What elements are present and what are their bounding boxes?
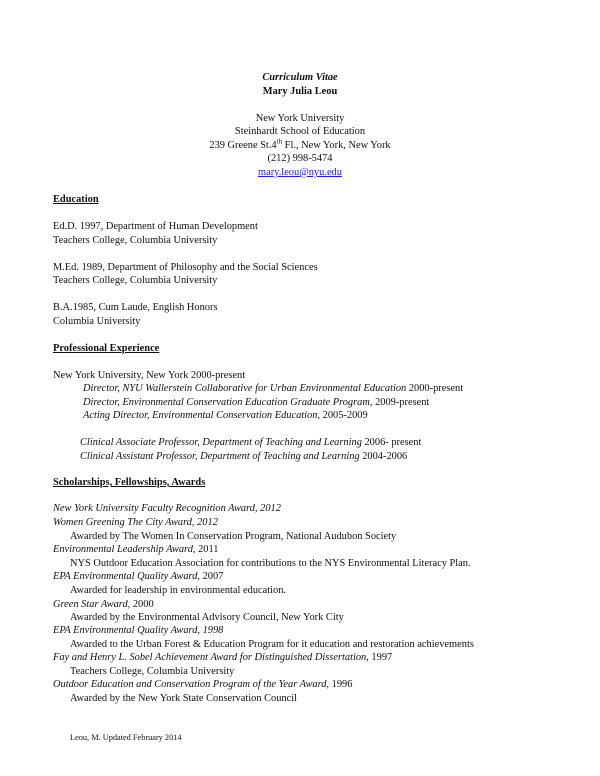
award-title-line bbox=[53, 598, 154, 612]
award-year: 2000 bbox=[130, 599, 154, 610]
education-degree: Ed.D. 1997, Department of Human Development bbox=[53, 221, 258, 232]
award-note: Teachers College, Columbia University bbox=[70, 666, 235, 677]
education-institution: Teachers College, Columbia University bbox=[53, 275, 218, 286]
person-name: Mary Julia Leou bbox=[262, 86, 338, 97]
address-street: 239 Greene St.4 bbox=[209, 140, 277, 151]
award-title: Fay and Henry L. Sobel Achievement Award for Distinguished Dissertation, bbox=[53, 652, 369, 663]
award-note: Awarded by The Women In Conservation Program, National Audubon Society bbox=[70, 531, 397, 542]
role-title: Acting Director, Environmental Conservation Education bbox=[83, 410, 318, 421]
award-title-line bbox=[53, 624, 223, 638]
awards-heading: Scholarships, Fellowships, Awards bbox=[53, 477, 206, 488]
role-dates: 2004-2006 bbox=[359, 451, 408, 462]
education-degree: M.Ed. 1989, Department of Philosophy and the Social Sciences bbox=[53, 262, 318, 273]
award-note: Awarded for leadership in environmental education. bbox=[70, 585, 287, 596]
award-year: 1997 bbox=[368, 652, 393, 663]
award-note: NYS Outdoor Education Association for contributions to the NYS Environmental Literacy Plan. bbox=[70, 558, 471, 569]
role-line bbox=[80, 450, 407, 464]
address bbox=[0, 139, 600, 153]
role-title: Clinical Assistant Professor, Department of Teaching and Learning bbox=[80, 451, 360, 462]
award-title-line bbox=[53, 651, 392, 665]
award-title: Environmental Leadership Award, bbox=[53, 544, 196, 555]
address-floor-suffix: th bbox=[276, 137, 283, 146]
award-title-line bbox=[53, 570, 223, 584]
role-line bbox=[80, 436, 421, 450]
award-year: 2011 bbox=[195, 544, 219, 555]
award-note: Awarded to the Urban Forest & Education Program for it education and restoration achievements bbox=[70, 639, 474, 650]
role-title: Director, NYU Wallerstein Collaborative for Urban Environmental Education bbox=[83, 383, 407, 394]
award-note: Awarded by the New York State Conservation Council bbox=[70, 693, 298, 704]
award-title: Women Greening The City Award, 2012 bbox=[53, 517, 218, 528]
role-dates: 2006- present bbox=[361, 437, 422, 448]
education-institution: Columbia University bbox=[53, 316, 141, 327]
award-title: Green Star Award, bbox=[53, 599, 131, 610]
experience-heading: Professional Experience bbox=[53, 343, 160, 354]
award-title-line bbox=[53, 516, 218, 530]
phone-number: (212) 998-5474 bbox=[267, 153, 333, 164]
email-link[interactable]: mary.leou@nyu.edu bbox=[258, 167, 342, 178]
education-heading: Education bbox=[53, 194, 99, 205]
role-dates: , 2005-2009 bbox=[317, 410, 368, 421]
award-title-line bbox=[53, 678, 352, 692]
role-line bbox=[83, 382, 463, 396]
award-year: 1996 bbox=[329, 679, 353, 690]
education-institution: Teachers College, Columbia University bbox=[53, 235, 218, 246]
award-title: EPA Environmental Quality Award, 1998 bbox=[53, 625, 224, 636]
award-year: 2007 bbox=[200, 571, 224, 582]
award-title: Outdoor Education and Conservation Program of the Year Award, bbox=[53, 679, 330, 690]
award-title-line bbox=[53, 502, 281, 516]
award-title-line bbox=[53, 543, 218, 557]
school-name: Steinhardt School of Education bbox=[234, 126, 366, 137]
role-dates: , 2009-present bbox=[369, 397, 430, 408]
university-name: New York University bbox=[255, 113, 345, 124]
document-title: Curriculum Vitae bbox=[262, 72, 338, 83]
award-note: Awarded by the Environmental Advisory Council, New York City bbox=[70, 612, 344, 623]
award-title: New York University Faculty Recognition Award, 2012 bbox=[53, 503, 281, 514]
role-line bbox=[83, 396, 429, 410]
employer-line: New York University, New York 2000-present bbox=[53, 370, 246, 381]
award-title: EPA Environmental Quality Award, bbox=[53, 571, 201, 582]
role-title: Director, Environmental Conservation Education Graduate Program bbox=[83, 397, 370, 408]
page-footer: Leou, M. Updated February 2014 bbox=[70, 733, 182, 742]
role-line bbox=[83, 409, 368, 423]
role-dates: 2000-present bbox=[406, 383, 464, 394]
education-degree: B.A.1985, Cum Laude, English Honors bbox=[53, 302, 218, 313]
address-city: Fl., New York, New York bbox=[282, 140, 391, 151]
role-title: Clinical Associate Professor, Department of Teaching and Learning bbox=[80, 437, 362, 448]
